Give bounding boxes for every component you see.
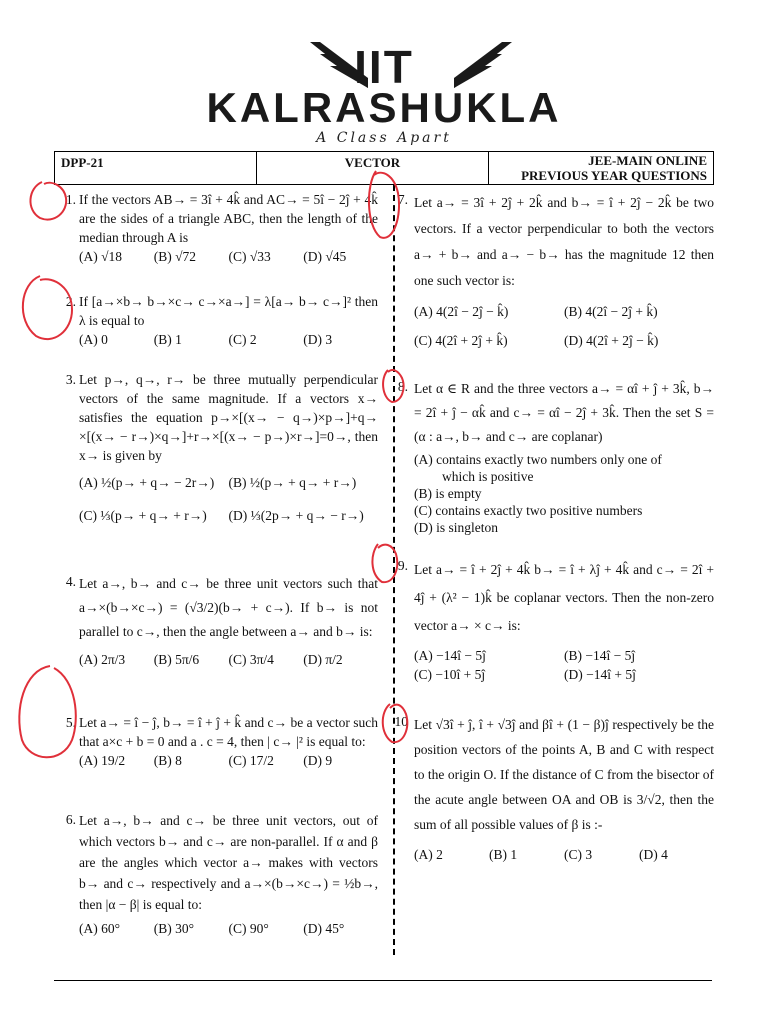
question-number: 9. bbox=[397, 558, 408, 573]
option-c: (C) 2 bbox=[228, 332, 257, 347]
option-a: (A) √18 bbox=[79, 249, 123, 264]
option-a: (A) 60° bbox=[79, 921, 121, 936]
question-text: Let α ∈ R and the three vectors a→ = αî + ĵ + 3k̂, b→ = 2î + ĵ − αk̂ and c→ = αî − 2ĵ + 3k̂. Then the set S = (α : a→, b→ and c→ are coplanar) bbox=[414, 381, 714, 444]
option-c: (C) 90° bbox=[228, 921, 269, 936]
question-number: 3. bbox=[65, 372, 76, 387]
topic-title: VECTOR bbox=[257, 152, 489, 184]
option-a: (A) 0 bbox=[79, 332, 108, 347]
option-d: (D) π/2 bbox=[303, 652, 343, 667]
option-d: (D) 4(2î + 2ĵ − k̂) bbox=[564, 333, 659, 348]
option-a: (A) 2π/3 bbox=[79, 652, 126, 667]
options bbox=[79, 473, 378, 525]
option-a: (A) 19/2 bbox=[79, 753, 126, 768]
options bbox=[414, 302, 714, 350]
title-table bbox=[54, 151, 714, 185]
question-4 bbox=[54, 572, 378, 669]
option-d: (D) 9 bbox=[303, 753, 333, 768]
category-line-2: PREVIOUS YEAR QUESTIONS bbox=[521, 168, 707, 183]
option-b: (B) 4(2î − 2ĵ + k̂) bbox=[564, 304, 658, 319]
option-c: (C) −10î + 5ĵ bbox=[414, 667, 486, 682]
options bbox=[79, 330, 378, 349]
option-c: (C) contains exactly two positive numbers bbox=[414, 503, 643, 518]
question-3 bbox=[54, 370, 378, 525]
option-b: (B) −14î − 5ĵ bbox=[564, 648, 636, 663]
options bbox=[79, 751, 378, 770]
logo-tagline: A Class Apart bbox=[316, 130, 452, 146]
question-9 bbox=[388, 556, 714, 684]
option-d: (D) −14î + 5ĵ bbox=[564, 667, 636, 682]
option-b: (B) ½(p→ + q→ + r→) bbox=[228, 475, 357, 490]
question-2 bbox=[54, 292, 378, 349]
option-b: (B) √72 bbox=[153, 249, 197, 264]
question-6 bbox=[54, 810, 378, 938]
options bbox=[79, 919, 378, 938]
question-5 bbox=[54, 713, 378, 770]
question-text: Let a→, b→ and c→ be three unit vectors, out of which vectors b→ and c→ are non-parallel. If α and β are the angles which vector a→ makes with vectors b→ and c→ respectively and a→×(b→×c→) = ½b→, then |α − β| is equal to: bbox=[79, 813, 378, 912]
category-line-1: JEE-MAIN ONLINE bbox=[588, 153, 707, 168]
option-a-continued: which is positive bbox=[442, 469, 534, 484]
question-number: 5. bbox=[65, 715, 76, 730]
option-c: (C) 3π/4 bbox=[228, 652, 274, 667]
question-1 bbox=[54, 190, 378, 266]
option-b: (B) 1 bbox=[489, 847, 518, 862]
options bbox=[414, 451, 714, 536]
option-b: (B) 8 bbox=[153, 753, 182, 768]
question-text: Let a→ = 3î + 2ĵ + 2k̂ and b→ = î + 2ĵ − 2k̂ be two vectors. If a vector perpendicular to both the vectors a→ + b→ and a→ − b→ has the magnitude 12 then one such vector is: bbox=[414, 195, 714, 288]
question-number: 4. bbox=[65, 574, 76, 589]
question-text: Let a→ = î + 2ĵ + 4k̂ b→ = î + λĵ + 4k̂ and c→ = 2î + 4ĵ + (λ² − 1)k̂ be coplanar vectors. Then the non-zero vector a→ × c→ is: bbox=[414, 562, 714, 633]
question-text: Let a→ = î − ĵ, b→ = î + ĵ + k̂ and c→ be a vector such that a×c + b = 0 and a . c = 4, then | c→ |² is equal to: bbox=[79, 715, 378, 749]
option-a: (A) ½(p→ + q→ − 2r→) bbox=[79, 475, 215, 490]
option-d: (D) is singleton bbox=[414, 520, 498, 535]
option-c: (C) √33 bbox=[228, 249, 271, 264]
question-number: 7. bbox=[397, 192, 408, 207]
options bbox=[414, 845, 714, 864]
question-text: If the vectors AB→ = 3î + 4k̂ and AC→ = 5î − 2ĵ + 4k̂ are the sides of a triangle ABC, then the length of the median through A is bbox=[79, 192, 378, 245]
option-c: (C) 17/2 bbox=[228, 753, 274, 768]
option-d: (D) ⅓(2p→ + q→ − r→) bbox=[228, 508, 364, 523]
option-b: (B) 30° bbox=[153, 921, 195, 936]
question-text: Let a→, b→ and c→ be three unit vectors such that a→×(b→×c→) = (√3/2)(b→ + c→). If b→ is not parallel to c→, then the angle between a→ and b→ is: bbox=[79, 576, 378, 639]
option-a: (A) 2 bbox=[414, 847, 443, 862]
option-a: (A) 4(2î − 2ĵ − k̂) bbox=[414, 304, 509, 319]
option-d: (D) √45 bbox=[303, 249, 347, 264]
option-c: (C) 4(2î + 2ĵ + k̂) bbox=[414, 333, 508, 348]
option-c: (C) 3 bbox=[564, 847, 593, 862]
bottom-rule bbox=[54, 980, 712, 981]
options bbox=[79, 247, 378, 266]
options bbox=[79, 650, 378, 669]
option-a: (A) −14î − 5ĵ bbox=[414, 648, 486, 663]
question-text: If [a→×b→ b→×c→ c→×a→] = λ[a→ b→ c→]² then λ is equal to bbox=[79, 294, 378, 328]
question-number: 8. bbox=[397, 379, 408, 394]
question-10 bbox=[388, 712, 714, 864]
options bbox=[414, 646, 714, 684]
question-7 bbox=[388, 190, 714, 350]
question-number: 2. bbox=[65, 294, 76, 309]
option-b: (B) is empty bbox=[414, 486, 482, 501]
logo-iit-text: IIT bbox=[354, 41, 414, 93]
question-number: 6. bbox=[65, 812, 76, 827]
option-b: (B) 5π/6 bbox=[153, 652, 200, 667]
option-b: (B) 1 bbox=[153, 332, 182, 347]
question-8 bbox=[388, 377, 714, 536]
question-number: 10 bbox=[394, 714, 408, 729]
option-d: (D) 45° bbox=[303, 921, 345, 936]
category-cell bbox=[489, 152, 713, 184]
dpp-code: DPP-21 bbox=[55, 152, 257, 184]
logo-name-text: KALRASHUKLA bbox=[206, 84, 562, 131]
option-d: (D) 4 bbox=[639, 847, 668, 862]
option-a: (A) contains exactly two numbers only one of bbox=[414, 452, 662, 467]
logo-header bbox=[0, 0, 768, 150]
question-text: Let √3î + ĵ, î + √3ĵ and βî + (1 − β)ĵ respectively be the position vectors of the points A, B and C with respect to the origin O. If the distance of C from the bisector of the acute angle between OA and OB is 3/√2, then the sum of all possible values of β is :- bbox=[414, 717, 714, 832]
question-number: 1. bbox=[65, 192, 76, 207]
option-d: (D) 3 bbox=[303, 332, 333, 347]
question-text: Let p→, q→, r→ be three mutually perpendicular vectors of the same magnitude. If a vectors x→ satisfies the equation p→×[(x→ − q→)×p→]+q→ ×[(x→ − r→)×q→]+r→×[(x→ − p→)×r→]=0→, then x→ is given by bbox=[79, 372, 378, 463]
option-c: (C) ⅓(p→ + q→ + r→) bbox=[79, 508, 207, 523]
